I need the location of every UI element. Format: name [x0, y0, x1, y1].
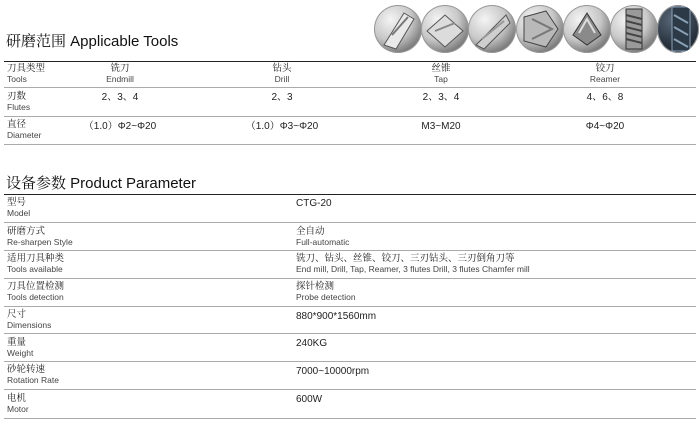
- tools-table-top-rule: [4, 61, 696, 62]
- diameter-drill: （1.0）Φ3~Φ20: [245, 121, 319, 132]
- param-value-rotation-rate: 7000~10000rpm: [296, 366, 370, 377]
- param-value-motor: 600W: [296, 394, 323, 405]
- param-table-top-rule: [4, 194, 696, 195]
- param-label-weight: 重量 Weight: [7, 337, 34, 358]
- row-divider: [4, 306, 696, 307]
- product-parameter-title: 设备参数 Product Parameter: [6, 175, 197, 192]
- row-divider: [4, 87, 696, 88]
- flutes-endmill: 2、3、4: [101, 92, 139, 103]
- row-divider: [4, 333, 696, 334]
- reamer-tip-icon: [516, 5, 564, 53]
- row-divider: [4, 418, 696, 419]
- row-label-flutes: 刃数 Flutes: [7, 91, 31, 112]
- endmill-dark-icon: [657, 5, 699, 53]
- applicable-tools-title: 研磨范围 Applicable Tools: [6, 33, 179, 50]
- diameter-tap: M3~M20: [421, 121, 461, 132]
- param-value-tools-detection: 探针检测 Probe detection: [296, 281, 356, 302]
- row-divider: [4, 250, 696, 251]
- diameter-reamer: Φ4~Φ20: [585, 121, 625, 132]
- param-label-resharpen: 研磨方式 Re-sharpen Style: [7, 226, 73, 247]
- param-label-dimensions: 尺寸 Dimensions: [7, 309, 52, 330]
- param-value-model: CTG-20: [296, 198, 332, 209]
- col-reamer: 铰刀 Reamer: [589, 63, 621, 84]
- row-divider: [4, 222, 696, 223]
- row-label-diameter: 直径 Diameter: [7, 119, 42, 140]
- param-label-motor: 电机 Motor: [7, 393, 29, 414]
- param-label-model: 型号 Model: [7, 197, 31, 218]
- drill-tip-icon: [421, 5, 469, 53]
- param-value-tools-available: 铣刀、钻头、丝锥、铰刀、三刃钻头、三刃倒角刀等 End mill, Drill, Tap, Reamer, 3 flutes Drill, 3 flutes Chamfer mill: [296, 253, 530, 274]
- param-value-resharpen: 全自动 Full-automatic: [296, 226, 350, 247]
- param-label-tools-available: 适用刀具种类 Tools available: [7, 253, 65, 274]
- row-divider: [4, 144, 696, 145]
- row-divider: [4, 361, 696, 362]
- col-endmill: 铣刀 Endmill: [106, 63, 134, 84]
- flutes-tap: 2、3、4: [422, 92, 460, 103]
- row-label-tools: 刀具类型 Tools: [7, 63, 46, 84]
- row-divider: [4, 389, 696, 390]
- flutes-reamer: 4、6、8: [586, 92, 624, 103]
- chamfer-tip-icon: [563, 5, 611, 53]
- row-divider: [4, 278, 696, 279]
- col-tap: 丝锥 Tap: [431, 63, 451, 84]
- row-divider: [4, 116, 696, 117]
- tap-icon: [610, 5, 658, 53]
- drill-tip-2-icon: [468, 5, 516, 53]
- param-value-dimensions: 880*900*1560mm: [296, 311, 377, 322]
- param-label-rotation-rate: 砂轮转速 Rotation Rate: [7, 364, 59, 385]
- flutes-drill: 2、3: [271, 92, 293, 103]
- col-drill: 钻头 Drill: [272, 63, 292, 84]
- endmill-tip-icon: [374, 5, 422, 53]
- param-label-tools-detection: 刀具位置检测 Tools detection: [7, 281, 65, 302]
- param-value-weight: 240KG: [296, 338, 328, 349]
- diameter-endmill: （1.0）Φ2~Φ20: [83, 121, 157, 132]
